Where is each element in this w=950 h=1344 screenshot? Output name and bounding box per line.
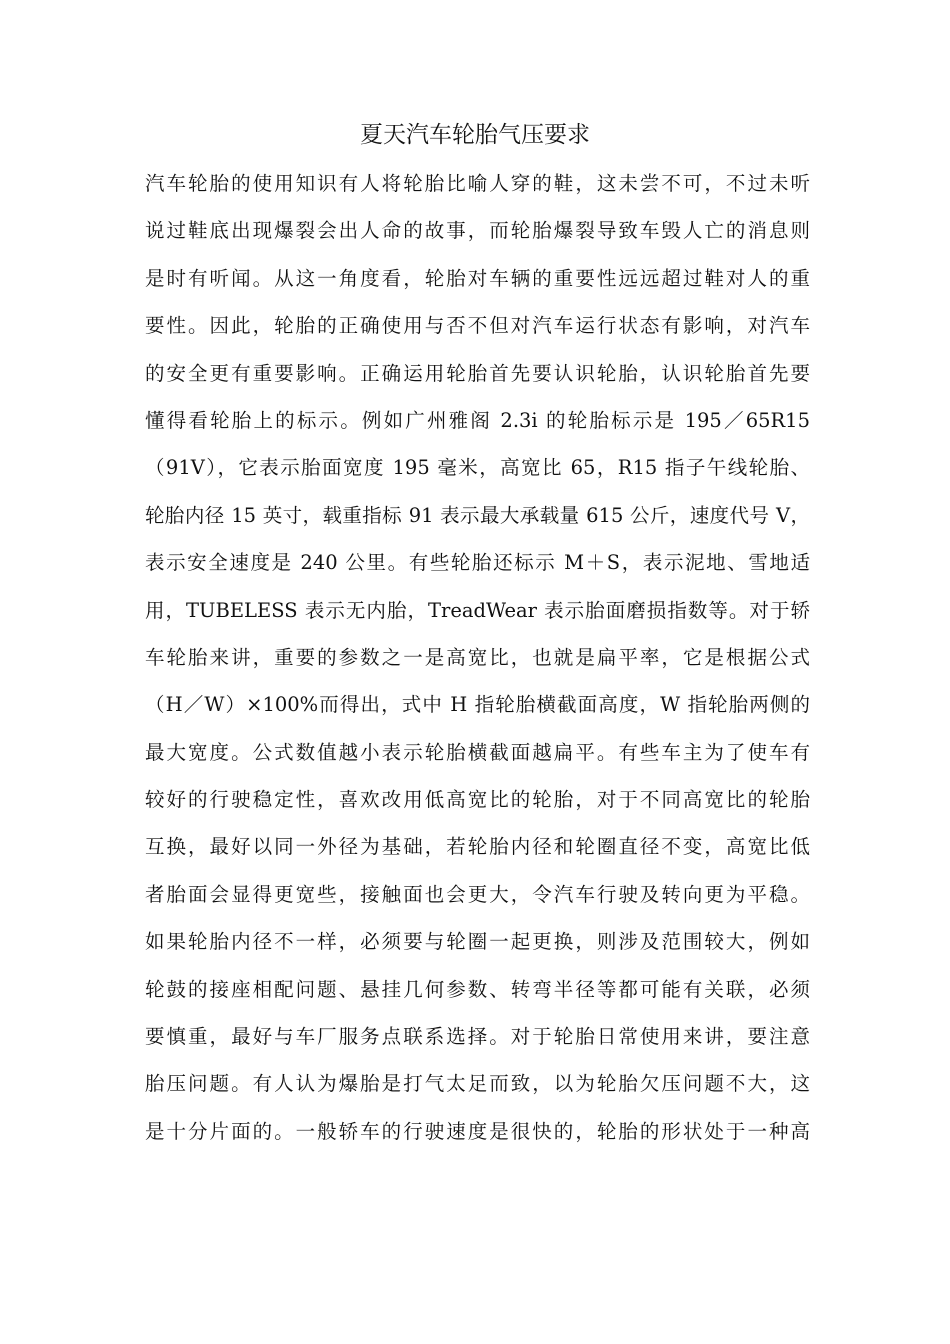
body-line: 轮胎内径 15 英寸，载重指标 91 表示最大承载量 615 公斤，速度代号 V， — [145, 503, 810, 527]
body-line: （H／W）×100%而得出，式中 H 指轮胎横截面高度，W 指轮胎两侧的 — [145, 693, 810, 717]
body-line: 是时有听闻。从这一角度看，轮胎对车辆的重要性远远超过鞋对人的重 — [145, 266, 810, 290]
document-body — [145, 160, 810, 1155]
body-line: 的安全更有重要影响。正确运用轮胎首先要认识轮胎，认识轮胎首先要 — [145, 361, 810, 385]
body-line: 要性。因此，轮胎的正确使用与否不但对汽车运行状态有影响，对汽车 — [145, 314, 810, 338]
body-line: 是十分片面的。一般轿车的行驶速度是很快的，轮胎的形状处于一种高 — [145, 1119, 810, 1143]
body-line: 较好的行驶稳定性，喜欢改用低高宽比的轮胎，对于不同高宽比的轮胎 — [145, 788, 810, 812]
body-line: 用，TUBELESS 表示无内胎，TreadWear 表示胎面磨损指数等。对于轿 — [145, 598, 810, 622]
body-line: 懂得看轮胎上的标示。例如广州雅阁 2.3i 的轮胎标示是 195／65R15 — [145, 408, 810, 432]
body-line: 汽车轮胎的使用知识有人将轮胎比喻人穿的鞋，这未尝不可，不过未听 — [145, 172, 810, 195]
body-line: 说过鞋底出现爆裂会出人命的故事，而轮胎爆裂导致车毁人亡的消息则 — [145, 219, 810, 243]
body-line: 者胎面会显得更宽些，接触面也会更大，令汽车行驶及转向更为平稳。 — [145, 882, 810, 906]
body-line: 如果轮胎内径不一样，必须要与轮圈一起更换，则涉及范围较大，例如 — [145, 930, 810, 954]
body-line: 轮鼓的接座相配问题、悬挂几何参数、转弯半径等都可能有关联，必须 — [145, 977, 810, 1001]
body-line: 要慎重，最好与车厂服务点联系选择。对于轮胎日常使用来讲，要注意 — [145, 1025, 810, 1049]
body-line: 车轮胎来讲，重要的参数之一是高宽比，也就是扁平率，它是根据公式 — [145, 645, 810, 669]
body-line: 互换，最好以同一外径为基础，若轮胎内径和轮圈直径不变，高宽比低 — [145, 835, 810, 859]
body-line: 胎压问题。有人认为爆胎是打气太足而致，以为轮胎欠压问题不大，这 — [145, 1072, 810, 1096]
body-line: 最大宽度。公式数值越小表示轮胎横截面越扁平。有些车主为了使车有 — [145, 740, 810, 764]
body-line: （91V），它表示胎面宽度 195 毫米，高宽比 65，R15 指子午线轮胎、 — [145, 456, 810, 480]
document-title: 夏天汽车轮胎气压要求 — [360, 122, 590, 148]
body-line: 表示安全速度是 240 公里。有些轮胎还标示 M＋S，表示泥地、雪地适 — [145, 551, 810, 575]
